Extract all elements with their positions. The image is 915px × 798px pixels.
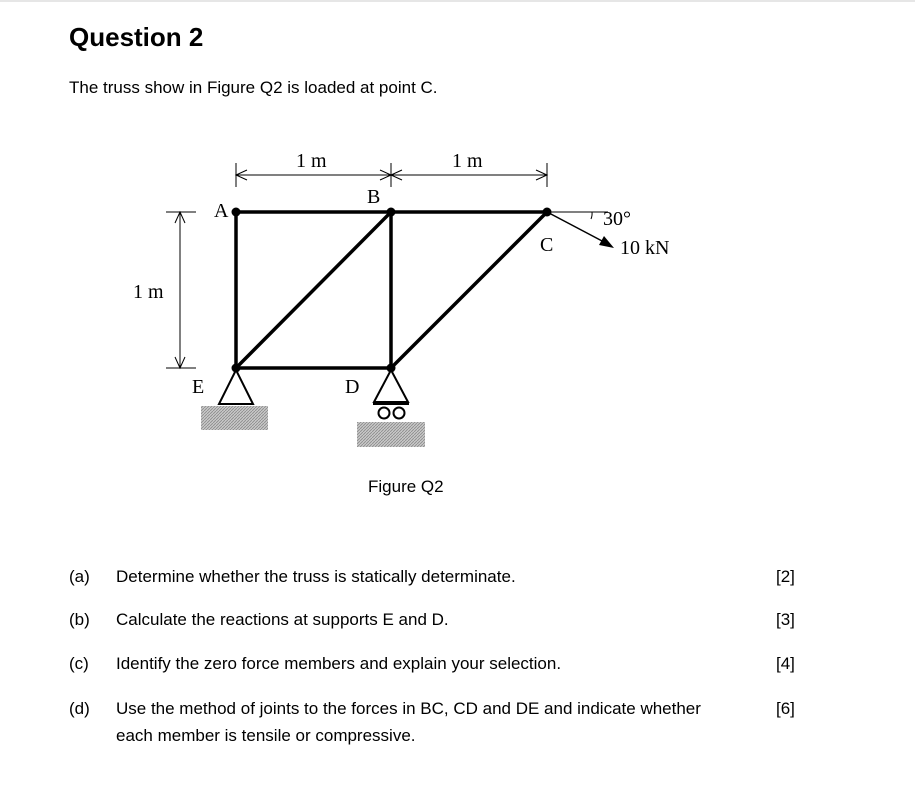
node-label-a: A: [214, 200, 229, 222]
part-text: Use the method of joints to the forces in BC, CD and DE and indicate whether each member is tensile or compressive.: [116, 699, 701, 745]
truss-members: [236, 212, 547, 368]
node-label-e: E: [192, 376, 205, 398]
part-label: (b): [69, 610, 90, 629]
load-label: 10 kN: [620, 237, 670, 259]
dim-label-top-right: 1 m: [452, 150, 483, 172]
joint-a: [232, 208, 241, 217]
node-label-b: B: [367, 186, 381, 208]
dimension-left: [166, 212, 196, 368]
dim-label-left: 1 m: [133, 281, 164, 303]
question-heading: Question 2: [69, 22, 204, 52]
dimension-top: [236, 163, 547, 187]
part-text: Calculate the reactions at supports E and D.: [116, 610, 449, 629]
roller-support-d: [357, 370, 425, 447]
pin-support-e: [201, 370, 268, 430]
part-marks: [4]: [776, 654, 795, 673]
part-text: Identify the zero force members and explain your selection.: [116, 654, 562, 673]
part-marks: [2]: [776, 567, 795, 586]
member-cd: [391, 212, 547, 368]
dim-label-top-left: 1 m: [296, 150, 327, 172]
node-label-d: D: [345, 376, 360, 398]
member-be: [236, 212, 391, 368]
part-label: (a): [69, 567, 90, 586]
joint-b: [387, 208, 396, 217]
figure-caption: Figure Q2: [368, 477, 444, 496]
part-label: (c): [69, 654, 89, 673]
part-text: Determine whether the truss is statically determinate.: [116, 567, 516, 586]
part-marks: [3]: [776, 610, 795, 629]
question-intro: The truss show in Figure Q2 is loaded at point C.: [69, 78, 438, 97]
angle-label: 30°: [603, 208, 631, 230]
node-label-c: C: [540, 234, 554, 256]
part-label: (d): [69, 699, 90, 718]
part-marks: [6]: [776, 699, 795, 718]
